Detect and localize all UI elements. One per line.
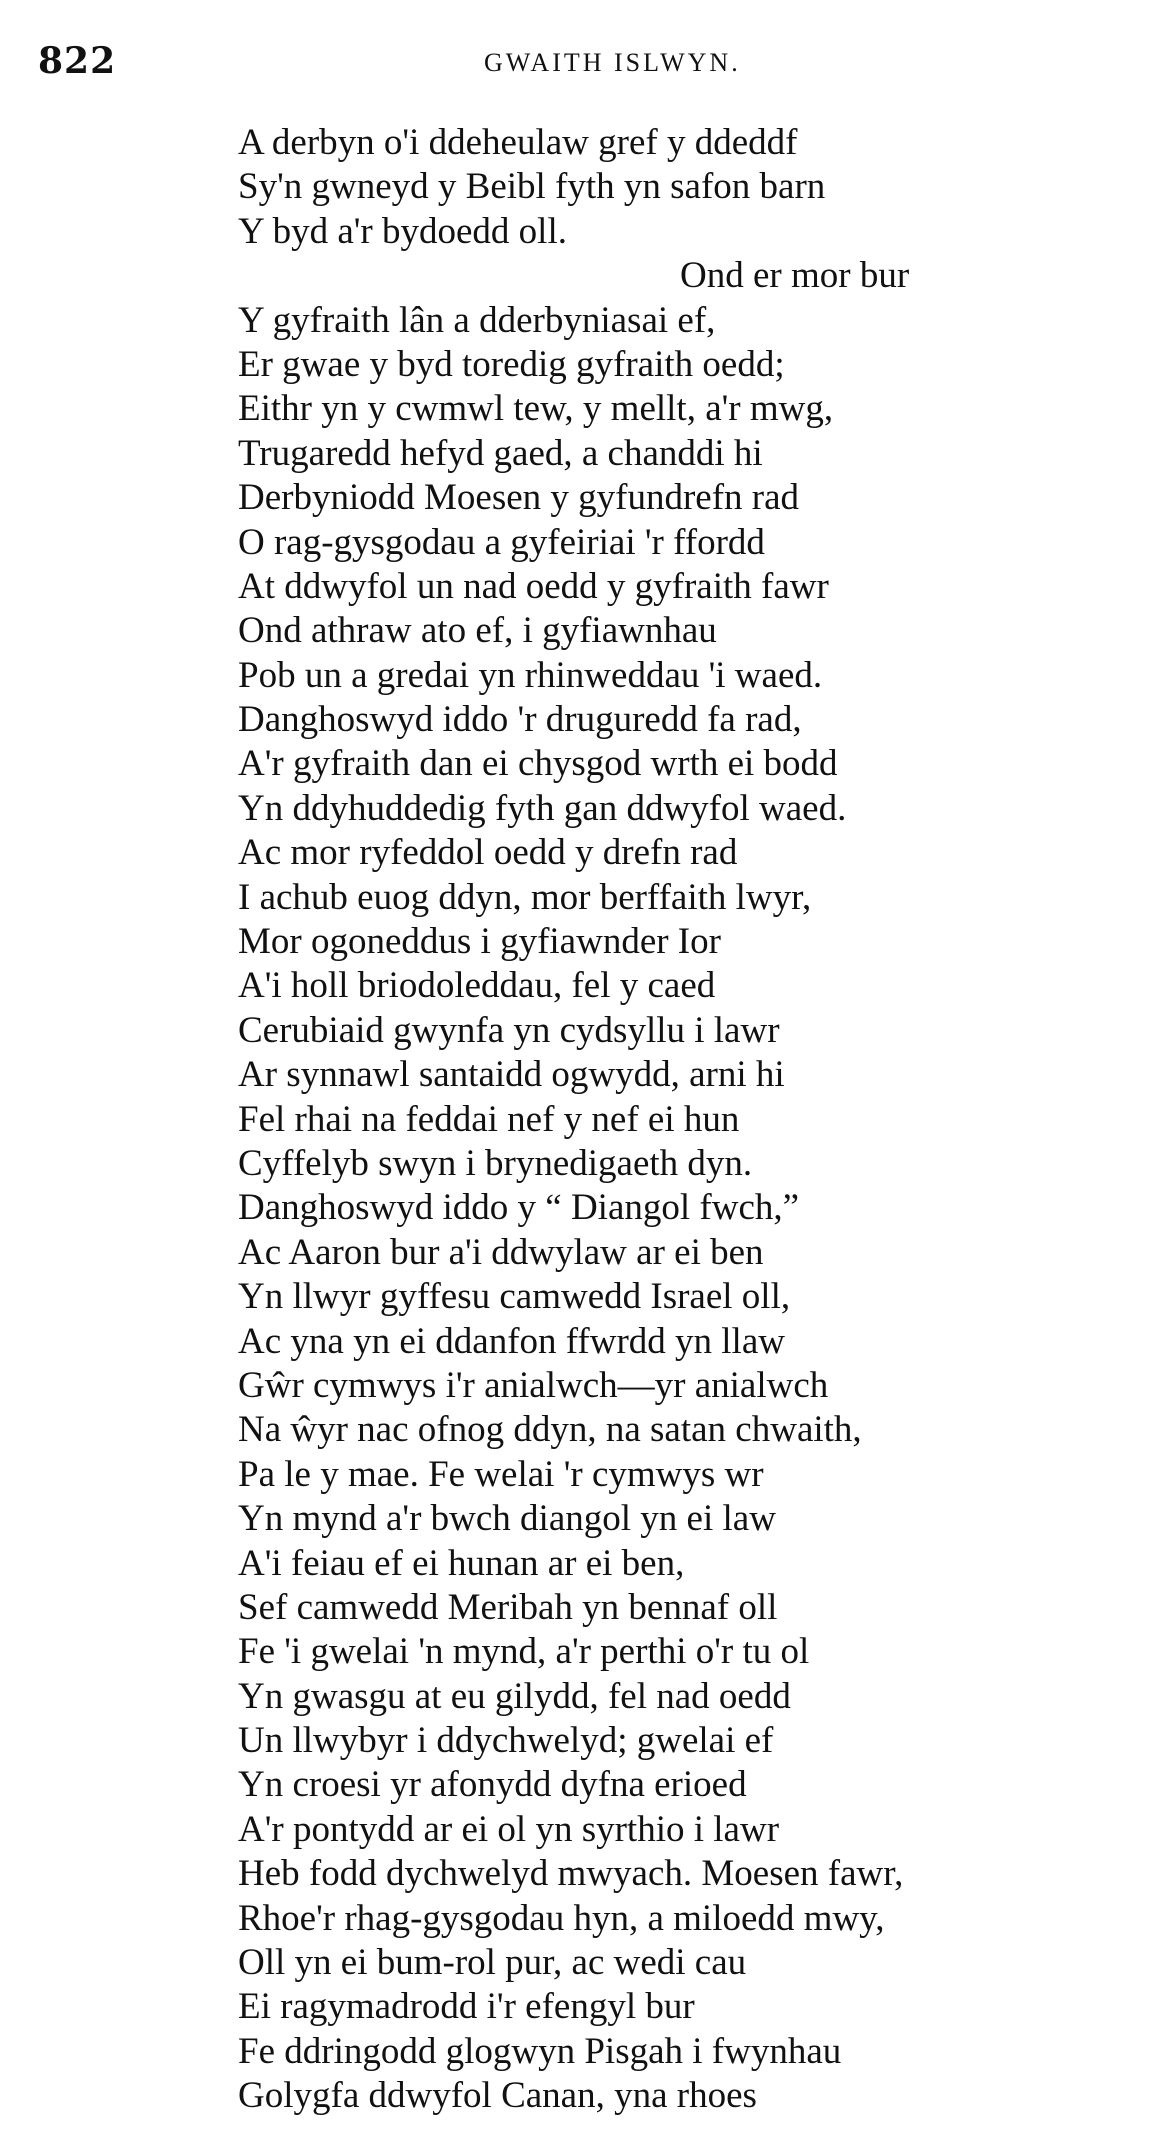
poem-line: Ond athraw ato ef, i gyfiawnhau xyxy=(238,610,717,652)
poem-line: Un llwybyr i ddychwelyd; gwelai ef xyxy=(238,1720,774,1762)
poem-line: Yn ddyhuddedig fyth gan ddwyfol waed. xyxy=(238,787,847,829)
poem-line: Heb fodd dychwelyd mwyach. Moesen fawr, xyxy=(238,1853,904,1895)
poem-line: Golygfa ddwyfol Canan, yna rhoes xyxy=(238,2075,757,2117)
poem-line: Ac Aaron bur a'i ddwylaw ar ei ben xyxy=(238,1231,764,1273)
poem-line: Na ŵyr nac ofnog ddyn, na satan chwaith, xyxy=(238,1409,862,1451)
poem-body xyxy=(238,121,909,2119)
poem-line: Danghoswyd iddo 'r druguredd fa rad, xyxy=(238,699,802,741)
poem-line: Er gwae y byd toredig gyfraith oedd; xyxy=(238,343,785,385)
poem-line: Ond er mor bur xyxy=(680,255,910,297)
poem-line: A'i holl briodoleddau, fel y caed xyxy=(238,965,716,1007)
poem-line: Gŵr cymwys i'r anialwch—yr anialwch xyxy=(238,1364,829,1406)
page-number: 822 xyxy=(38,40,117,82)
poem-line: Fel rhai na feddai nef y nef ei hun xyxy=(238,1098,740,1140)
poem-line: A'r pontydd ar ei ol yn syrthio i lawr xyxy=(238,1808,780,1850)
poem-line: Yn croesi yr afonydd dyfna erioed xyxy=(238,1764,747,1806)
poem-line: Yn mynd a'r bwch diangol yn ei law xyxy=(238,1498,776,1540)
poem-line: Eithr yn y cwmwl tew, y mellt, a'r mwg, xyxy=(238,388,834,430)
poem-line: Cyffelyb swyn i brynedigaeth dyn. xyxy=(238,1142,753,1184)
poem-line: Yn gwasgu at eu gilydd, fel nad oedd xyxy=(238,1675,791,1717)
poem-line: Fe 'i gwelai 'n mynd, a'r perthi o'r tu ol xyxy=(238,1631,810,1673)
poem-line: Y gyfraith lân a dderbyniasai ef, xyxy=(238,299,716,341)
poem-line: Ac yna yn ei ddanfon ffwrdd yn llaw xyxy=(238,1320,785,1362)
poem-line: I achub euog ddyn, mor berffaith lwyr, xyxy=(238,876,812,918)
poem-line: Derbyniodd Moesen y gyfundrefn rad xyxy=(238,477,800,519)
poem-line: Ei ragymadrodd i'r efengyl bur xyxy=(238,1986,695,2028)
poem-line: Fe ddringodd glogwyn Pisgah i fwynhau xyxy=(238,2030,842,2072)
poem-line: A'r gyfraith dan ei chysgod wrth ei bodd xyxy=(238,743,838,785)
poem-line: Cerubiaid gwynfa yn cydsyllu i lawr xyxy=(238,1009,780,1051)
page-header xyxy=(38,40,1118,90)
running-title: GWAITH ISLWYN. xyxy=(484,48,741,77)
poem-line: Pa le y mae. Fe welai 'r cymwys wr xyxy=(238,1453,764,1495)
poem-line: Yn llwyr gyffesu camwedd Israel oll, xyxy=(238,1276,791,1318)
poem-line: A derbyn o'i ddeheulaw gref y ddeddf xyxy=(238,122,798,163)
poem-line: Sy'n gwneyd y Beibl fyth yn safon barn xyxy=(238,166,826,208)
poem-line: A'i feiau ef ei hunan ar ei ben, xyxy=(238,1542,685,1584)
poem-line: Sef camwedd Meribah yn bennaf oll xyxy=(238,1586,778,1628)
poem-line: Rhoe'r rhag-gysgodau hyn, a miloedd mwy, xyxy=(238,1897,885,1939)
poem-line: Ar synnawl santaidd ogwydd, arni hi xyxy=(238,1054,785,1096)
poem-line: Danghoswyd iddo y “ Diangol fwch,” xyxy=(238,1187,800,1229)
poem-line: Ac mor ryfeddol oedd y drefn rad xyxy=(238,832,738,874)
poem-line: O rag-gysgodau a gyfeiriai 'r ffordd xyxy=(238,521,765,563)
poem-line: Trugaredd hefyd gaed, a chanddi hi xyxy=(238,432,763,474)
poem-line: Pob un a gredai yn rhinweddau 'i waed. xyxy=(238,654,823,696)
poem-line: Oll yn ei bum-rol pur, ac wedi cau xyxy=(238,1942,747,1984)
poem-line: Mor ogoneddus i gyfiawnder Ior xyxy=(238,921,721,963)
poem-line: Y byd a'r bydoedd oll. xyxy=(238,210,567,252)
poem-line: At ddwyfol un nad oedd y gyfraith fawr xyxy=(238,565,829,607)
